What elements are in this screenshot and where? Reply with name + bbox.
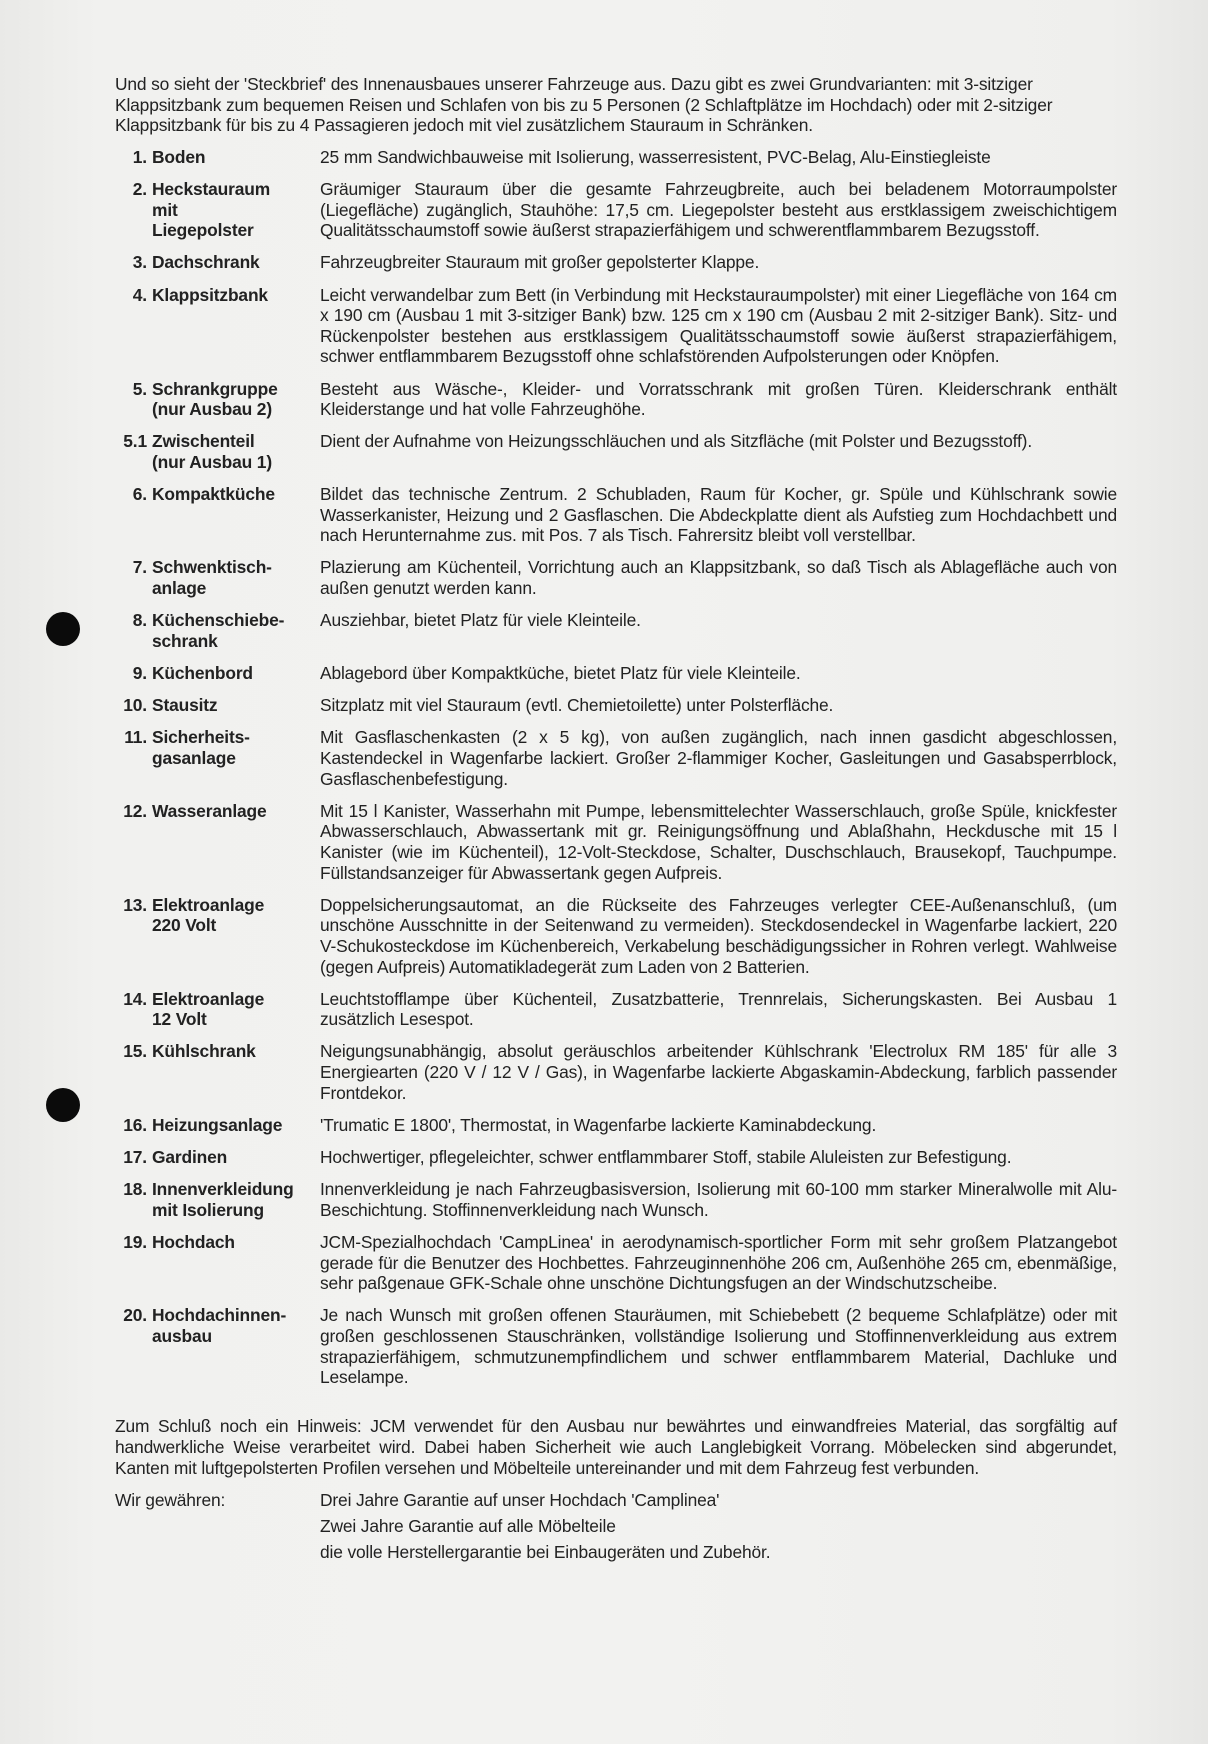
spec-item-number: 4. <box>132 284 147 305</box>
document-body <box>115 74 1117 1568</box>
spec-item-label-line: Wasseranlage <box>152 800 267 821</box>
spec-item-number: 18. <box>123 1179 147 1200</box>
spec-item-description: Mit 15 l Kanister, Wasserhahn mit Pumpe, lebensmittelechter Wasserschlauch, große Spüle, knickfester Abwasserschlauch, Abwassertank mit gr. Reinigungsöffnung und Ablaßhahn, Heckdusche mit 15 l Kanister (wie im Küchenteil), 12-Volt-Steckdose, Schalter, Duschschlauch, Brausekopf, Tauchpumpe. Füllstandsanzeiger für Abwassertank gegen Aufpreis. <box>320 800 1117 883</box>
spec-item-description: Leicht verwandelbar zum Bett (in Verbindung mit Heckstauraumpolster) mit einer Liegefläche von 164 cm x 190 cm (Ausbau 1 mit 3-sitziger Bank) bzw. 125 cm x 190 cm (Ausbau 2 mit 2-sitziger Bank). Sitz- und Rückenpolster bestehen aus erstklassigem Qualitätsschaumstoff sowie äußerst strapazierfähigem, schwer entflammbarem Bezugsstoff ohne schlafstörenden Aufpolsterungen oder Knöpfen. <box>320 284 1117 367</box>
spec-item-label-line: Liegepolster <box>152 220 254 241</box>
spec-item-description: Ablagebord über Kompaktküche, bietet Platz für viele Kleinteile. <box>320 663 801 683</box>
spec-item <box>115 895 1117 989</box>
spec-item-description: Je nach Wunsch mit großen offenen Stauräumen, mit Schiebebett (2 bequeme Schlafplätze) oder mit großen geschlossenen Stauschränken, vollständige Isolierung und Stoffinnenverkleidung aus extrem strapazierfähigem, schmutzunempfindlichem und schwer entflammbarem Material, Dachluke und Leselampe. <box>320 1305 1117 1388</box>
spec-item-label <box>152 147 320 179</box>
warranty-label: Wir gewähren: <box>115 1490 226 1511</box>
warranty-section <box>115 1490 1117 1568</box>
spec-item-label <box>152 1305 320 1399</box>
spec-item-label-line: Küchenschiebe- <box>152 610 285 631</box>
spec-item-number: 6. <box>132 484 147 505</box>
spec-item-label-line: Hochdachinnen- <box>152 1305 287 1326</box>
spec-item-label-line: 220 Volt <box>152 915 217 936</box>
spec-item-label <box>152 610 320 663</box>
spec-item-label <box>152 663 320 695</box>
spec-item-description: Doppelsicherungsautomat, an die Rückseite des Fahrzeuges verlegter CEE-Außenanschluß, (um unschöne Ausschnitte in der Seitenwand zu vermeiden). Steckdosendeckel in Wagenfarbe lackiert, 220 V-Schukosteckdose im Küchenbereich, Verkabelung beschädigungssicher in Rohren verlegt. Wahlweise (gegen Aufpreis) Automatikladegerät zum Laden von 2 Batterien. <box>320 894 1117 977</box>
spec-item-label-line: Zwischenteil <box>152 431 255 452</box>
spec-item-label <box>152 285 320 379</box>
spec-item-description: Mit Gasflaschenkasten (2 x 5 kg), von außen zugänglich, nach innen gasdicht abgeschlossen, Kastendeckel in Wagenfarbe lackiert. Großer 2-flammiger Kocher, Gasleitungen und Gasabsperrblock, Gasflaschenbefestigung. <box>320 727 1117 789</box>
spec-item-description: Sitzplatz mit viel Stauraum (evtl. Chemietoilette) unter Polsterfläche. <box>320 695 834 716</box>
spec-item-label-line: Klappsitzbank <box>152 284 268 305</box>
spec-item-label-line: Schrankgruppe <box>152 378 278 399</box>
spec-item-number: 10. <box>123 695 147 716</box>
spec-item <box>115 431 1117 484</box>
spec-item-description: Dient der Aufnahme von Heizungsschläuchen und als Sitzfläche (mit Polster und Bezugsstoff). <box>320 431 1033 452</box>
spec-item-number: 3. <box>132 252 147 273</box>
spec-item-label-line: Sicherheits- <box>152 727 250 748</box>
spec-item-label-line: Küchenbord <box>152 663 253 683</box>
spec-item <box>115 1147 1117 1179</box>
spec-item <box>115 285 1117 379</box>
spec-item <box>115 610 1117 663</box>
spec-item <box>115 663 1117 695</box>
spec-item-label <box>152 252 320 284</box>
spec-item-description: 'Trumatic E 1800', Thermostat, in Wagenfarbe lackierte Kaminabdeckung. <box>320 1114 877 1135</box>
spec-item-label <box>152 801 320 895</box>
spec-item-label-line: (nur Ausbau 1) <box>152 451 272 472</box>
spec-item-label-line: Elektroanlage <box>152 988 265 1009</box>
spec-item-description: Bildet das technische Zentrum. 2 Schubladen, Raum für Kocher, gr. Spüle und Kühlschrank sowie Wasserkanister, Heizung und 2 Gasflaschen. Die Abdeckplatte dient als Aufstieg zum Hochdachbett und nach Herunternahme zus. mit Pos. 7 als Tisch. Fahrersitz bleibt voll verstellbar. <box>320 484 1117 546</box>
spec-item-number: 16. <box>123 1114 147 1135</box>
spec-item <box>115 801 1117 895</box>
punch-hole <box>46 1088 80 1122</box>
spec-item-description: Innenverkleidung je nach Fahrzeugbasisversion, Isolierung mit 60-100 mm starker Mineralwolle mit Alu-Beschichtung. Stoffinnenverkleidung nach Wunsch. <box>320 1179 1117 1220</box>
spec-item-label-line: Schwenktisch- <box>152 557 272 578</box>
warranty-line: die volle Herstellergarantie bei Einbaugeräten und Zubehör. <box>320 1542 771 1563</box>
spec-item-number: 15. <box>123 1041 147 1062</box>
spec-item-description: Hochwertiger, pflegeleichter, schwer entflammbarer Stoff, stabile Aluleisten zur Befestigung. <box>320 1147 1012 1168</box>
spec-item-label-line: schrank <box>152 630 218 651</box>
spec-item-label <box>152 431 320 484</box>
spec-item-label <box>152 695 320 727</box>
spec-item-number: 19. <box>123 1232 147 1252</box>
spec-item <box>115 252 1117 284</box>
spec-item-label-line: anlage <box>152 578 207 599</box>
spec-item-description: Plazierung am Küchenteil, Vorrichtung auch an Klappsitzbank, so daß Tisch als Ablagefläche auch von außen genutzt werden kann. <box>320 557 1117 599</box>
spec-item <box>115 557 1117 610</box>
spec-item <box>115 1115 1117 1147</box>
spec-item <box>115 179 1117 252</box>
spec-list <box>115 147 1117 1400</box>
spec-item-description: Besteht aus Wäsche-, Kleider- und Vorratsschrank mit großen Türen. Kleiderschrank enthält Kleiderstange und hat volle Fahrzeughöhe. <box>320 378 1117 420</box>
spec-item-label-line: mit Isolierung <box>152 1199 264 1220</box>
spec-item-number: 5.1 <box>123 431 147 452</box>
spec-item-label <box>152 989 320 1042</box>
spec-item-number: 11. <box>124 727 147 748</box>
spec-item-label-line: mit <box>152 199 178 220</box>
spec-item-description: 25 mm Sandwichbauweise mit Isolierung, wasserresistent, PVC-Belag, Alu-Einstiegleiste <box>320 146 991 167</box>
spec-item-description: Fahrzeugbreiter Stauraum mit großer gepolsterter Klappe. <box>320 252 760 273</box>
spec-item-label <box>152 379 320 432</box>
spec-item-number: 7. <box>132 557 147 578</box>
spec-item <box>115 727 1117 800</box>
spec-item-label-line: 12 Volt <box>152 1009 207 1030</box>
warranty-line: Drei Jahre Garantie auf unser Hochdach 'Camplinea' <box>320 1490 720 1511</box>
spec-item-label-line: Stausitz <box>152 695 218 716</box>
spec-item-label-line: Kühlschrank <box>152 1041 256 1062</box>
spec-item-number: 2. <box>132 178 147 199</box>
spec-item-number: 5. <box>132 378 147 399</box>
warranty-lines <box>320 1490 770 1568</box>
spec-item-description: JCM-Spezialhochdach 'CampLinea' in aerodynamisch-sportlicher Form mit sehr großem Platzangebot gerade für die Benutzer des Hochbettes. Fahrzeuginnenhöhe 206 cm, Außenhöhe 265 cm, ebenmäßige, sehr paßgenaue GFK-Schale ohne unschöne Dichtungsfugen an der Windschutzscheibe. <box>320 1232 1117 1294</box>
spec-item-label <box>152 484 320 557</box>
spec-item-description: Ausziehbar, bietet Platz für viele Kleinteile. <box>320 610 641 631</box>
spec-item-description: Neigungsunabhängig, absolut geräuschlos arbeitender Kühlschrank 'Electrolux RM 185' für alle 3 Energiearten (220 V / 12 V / Gas), in Wagenfarbe lackierte Abgaskamin-Abdeckung, farblich passender Frontdekor. <box>320 1041 1117 1103</box>
intro-paragraph: Und so sieht der 'Steckbrief' des Innenausbaues unserer Fahrzeuge aus. Dazu gibt es zwei Grundvarianten: mit 3-sitziger Klappsitzbank zum bequemen Reisen und Schlafen von bis zu 5 Personen (2 Schlaftplätze im Hochdach) oder mit 2-sitziger Klappsitzbank für bis zu 4 Passagieren jedoch mit viel zusätzlichem Stauraum in Schränken. <box>115 74 1053 136</box>
spec-item-number: 12. <box>123 800 147 821</box>
spec-item-label-line: gasanlage <box>152 747 236 768</box>
spec-item-label-line: Kompaktküche <box>152 484 275 505</box>
spec-item-label-line: Boden <box>152 146 206 167</box>
spec-item <box>115 1305 1117 1399</box>
spec-item-label <box>152 1232 320 1305</box>
spec-item <box>115 147 1117 179</box>
spec-item-label <box>152 1041 320 1114</box>
spec-item-description: Leuchtstofflampe über Küchenteil, Zusatzbatterie, Trennrelais, Sicherungskasten. Bei Ausbau 1 zusätzlich Lesespot. <box>320 988 1117 1030</box>
spec-item-label <box>152 557 320 610</box>
spec-item <box>115 379 1117 432</box>
spec-item-label <box>152 727 320 800</box>
spec-item-label-line: Innenverkleidung <box>152 1179 294 1200</box>
spec-item-label-line: (nur Ausbau 2) <box>152 399 272 420</box>
spec-item-number: 14. <box>123 988 147 1009</box>
spec-item-label-line: Hochdach <box>152 1232 235 1252</box>
spec-item-label <box>152 1179 320 1232</box>
spec-item <box>115 484 1117 557</box>
spec-item <box>115 1041 1117 1114</box>
spec-item-label <box>152 179 320 252</box>
spec-item-label-line: Dachschrank <box>152 252 260 273</box>
punch-hole <box>46 612 80 646</box>
spec-item <box>115 695 1117 727</box>
spec-item-label <box>152 895 320 989</box>
spec-item-label-line: ausbau <box>152 1325 212 1346</box>
spec-item-number: 9. <box>132 663 147 683</box>
spec-item-label-line: Heizungsanlage <box>152 1114 283 1135</box>
closing-paragraph: Zum Schluß noch ein Hinweis: JCM verwendet für den Ausbau nur bewährtes und einwandfreies Material, das sorgfältig auf handwerkliche Weise verarbeitet wird. Dabei haben Sicherheit wie auch Langlebigkeit Vorrang. Möbelecken sind abgerundet, Kanten mit luftgepolsterten Profilen versehen und Möbelteile untereinander und mit dem Fahrzeug fest verbunden. <box>115 1416 1117 1478</box>
spec-item-number: 20. <box>123 1305 147 1326</box>
spec-item-label <box>152 1115 320 1147</box>
spec-item-number: 13. <box>123 894 147 915</box>
spec-item-label-line: Gardinen <box>152 1147 228 1168</box>
warranty-line: Zwei Jahre Garantie auf alle Möbelteile <box>320 1516 616 1537</box>
spec-item-number: 17. <box>123 1147 147 1168</box>
spec-item <box>115 989 1117 1042</box>
spec-item-number: 8. <box>132 610 147 631</box>
spec-item <box>115 1179 1117 1232</box>
spec-item <box>115 1232 1117 1305</box>
spec-item-label <box>152 1147 320 1179</box>
spec-item-label-line: Heckstauraum <box>152 178 271 199</box>
spec-item-description: Gräumiger Stauraum über die gesamte Fahrzeugbreite, auch bei beladenem Motorraumpolster (Liegefläche) zugänglich, Stauhöhe: 17,5 cm. Liegepolster besteht aus erstklassigem zweischichtigem Qualitätsschaumstoff sowie äußerst strapazierfähigem und schwerentflammbarem Bezugsstoff. <box>320 178 1117 241</box>
spec-item-label-line: Elektroanlage <box>152 894 265 915</box>
spec-item-number: 1. <box>132 146 147 167</box>
